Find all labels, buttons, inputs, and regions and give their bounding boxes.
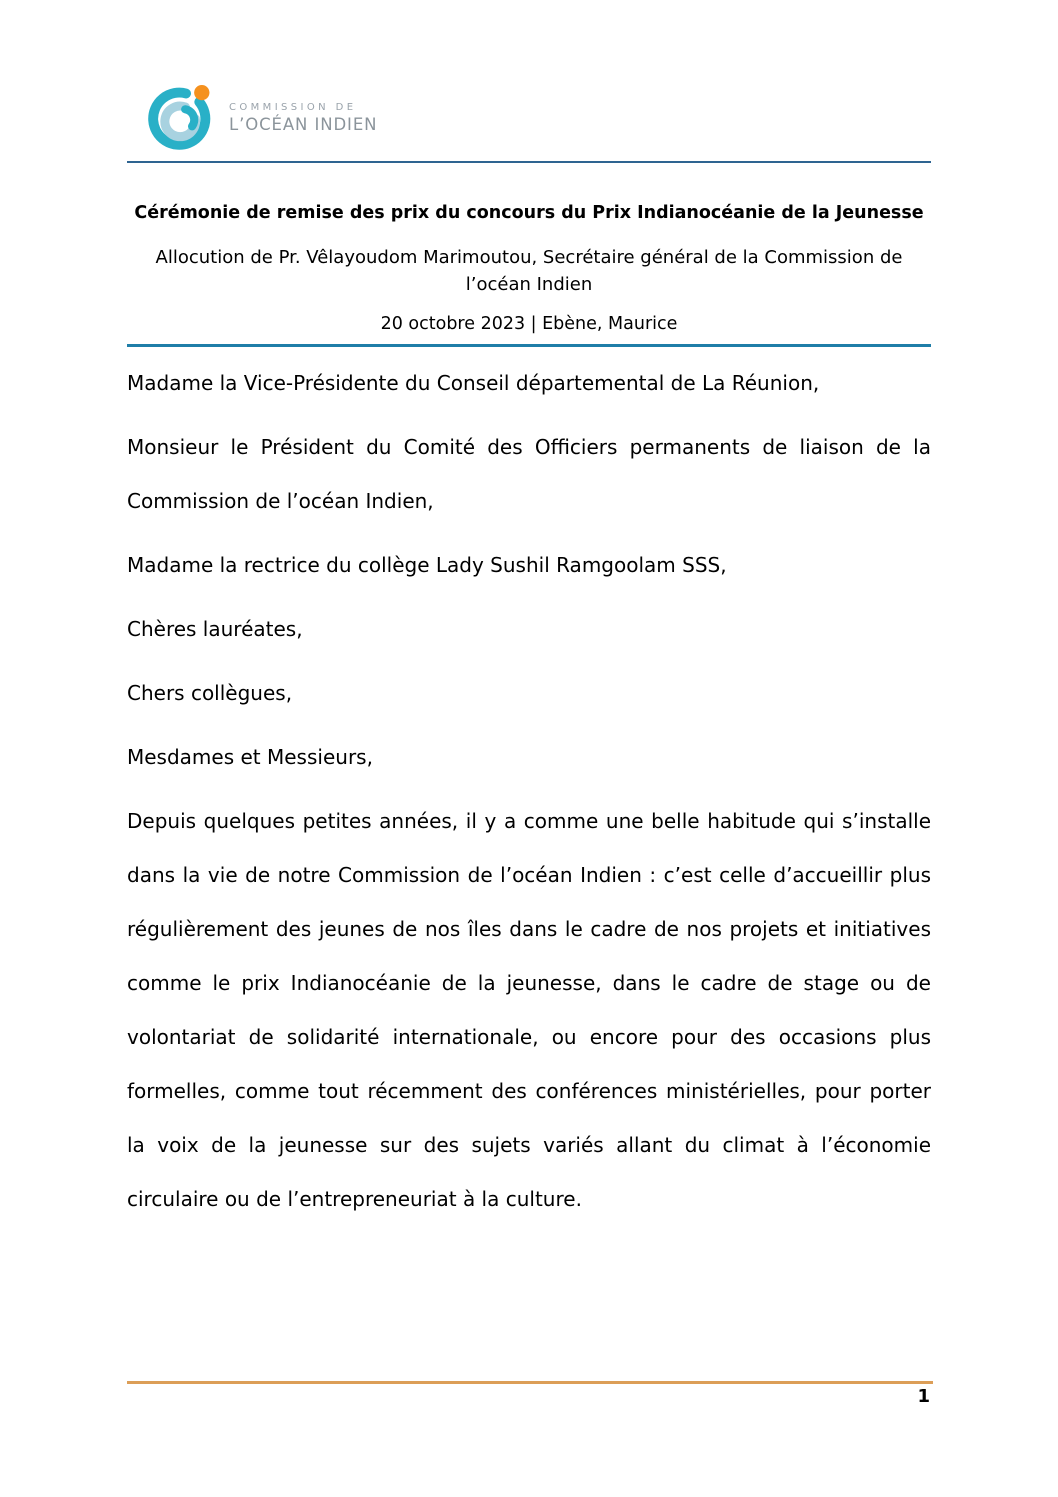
orange-dot-icon xyxy=(194,85,209,100)
document-header xyxy=(127,0,931,347)
page-number: 1 xyxy=(917,1386,930,1407)
document-dateline: 20 octobre 2023 | Ebène, Maurice xyxy=(380,314,678,334)
paragraph-salutation-2: Monsieur le Président du Comité des Officiers permanents de liaison de la Commission de l’océan Indien, xyxy=(127,435,931,513)
coi-logo-text xyxy=(229,97,377,135)
paragraph-salutation-4: Chères lauréates, xyxy=(127,617,303,641)
logo-text-line1: COMMISSION DE xyxy=(229,102,357,113)
header-rule xyxy=(127,161,931,163)
title-rule xyxy=(127,344,931,347)
document-subtitle: Allocution de Pr. Vêlayoudom Marimoutou, Secrétaire général de la Commission de l’océan Indien xyxy=(155,247,903,295)
paragraph-salutation-6: Mesdames et Messieurs, xyxy=(127,745,373,769)
coi-logo-icon xyxy=(146,79,218,153)
paragraph-main: Depuis quelques petites années, il y a comme une belle habitude qui s’installe dans la vie de notre Commission de l’océan Indien : c’est celle d’accueillir plus régulièrement des jeunes de nos îles dans le cadre de nos projets et initiatives comme le prix Indianocéanie de la jeunesse, dans le cadre de stage ou de volontariat de solidarité internationale, ou encore pour des occasions plus formelles, comme tout récemment des conférences ministérielles, pour porter la voix de la jeunesse sur des sujets variés allant du climat à l’économie circulaire ou de l’entrepreneuriat à la culture. xyxy=(127,809,931,1211)
footer-rule xyxy=(127,1381,933,1384)
paragraph-salutation-1: Madame la Vice-Présidente du Conseil départemental de La Réunion, xyxy=(127,371,820,395)
speech-body xyxy=(127,356,931,1226)
coi-logo xyxy=(146,0,931,153)
paragraph-salutation-5: Chers collègues, xyxy=(127,681,293,705)
paragraph-salutation-3: Madame la rectrice du collège Lady Sushil Ramgoolam SSS, xyxy=(127,553,727,577)
document-title: Cérémonie de remise des prix du concours du Prix Indianocéanie de la Jeunesse xyxy=(134,203,924,223)
logo-text-line2: L’OCÉAN INDIEN xyxy=(229,115,378,134)
